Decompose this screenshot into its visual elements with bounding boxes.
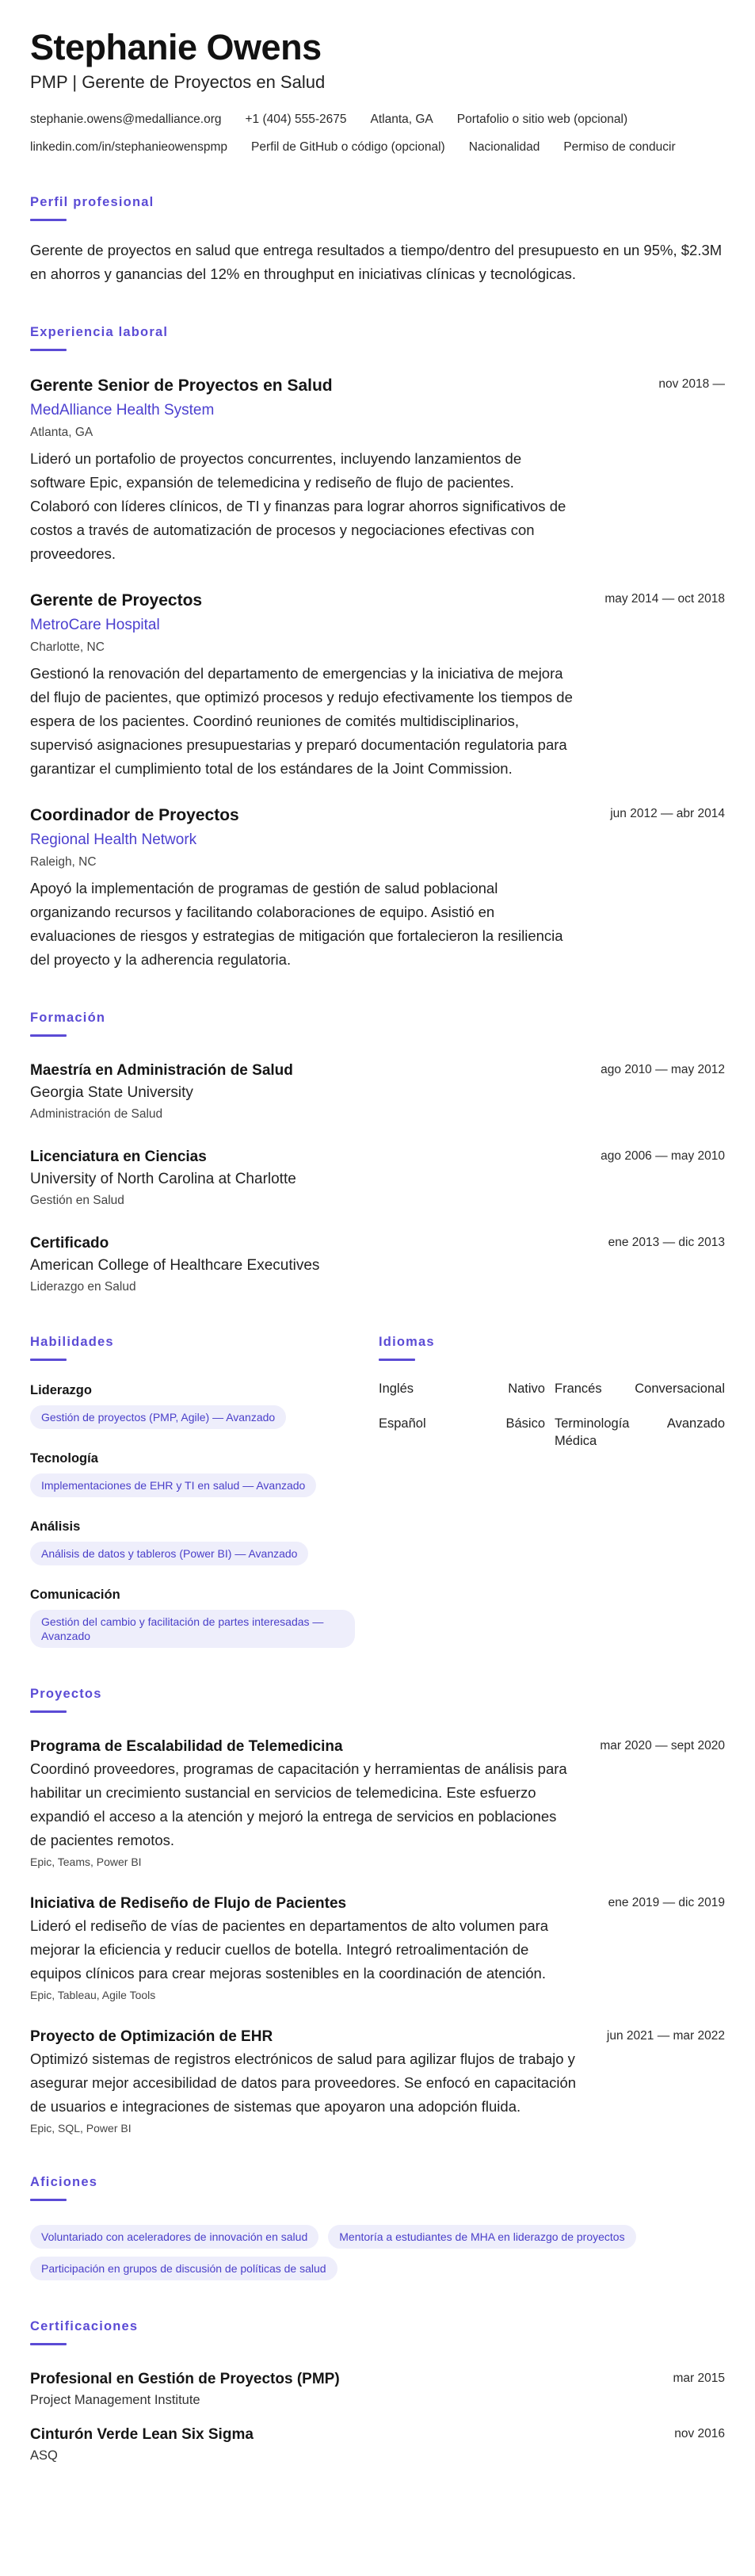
job-location: Raleigh, NC [30, 855, 97, 869]
skills-section [30, 1334, 379, 1648]
education-entry [30, 1147, 725, 1210]
skills-languages-row [30, 1334, 725, 1648]
section-title: Certificaciones [30, 2319, 139, 2333]
section-title: Proyectos [30, 1687, 102, 1701]
language-row [379, 1415, 725, 1450]
candidate-name: Stephanie Owens [30, 27, 322, 67]
job-title: Coordinador de Proyectos [30, 806, 239, 824]
job-entry [30, 805, 725, 972]
school-name: Georgia State University [30, 1084, 193, 1101]
certification-date: mar 2015 [673, 2372, 725, 2385]
language-name: Francés [555, 1382, 602, 1396]
project-title: Programa de Escalabilidad de Telemedicina [30, 1738, 343, 1755]
section-title: Experiencia laboral [30, 325, 169, 339]
project-tools: Epic, Tableau, Agile Tools [30, 1989, 156, 2001]
study-field: Gestión en Salud [30, 1194, 124, 1207]
project-entry [30, 2027, 725, 2136]
candidate-headline: PMP | Gerente de Proyectos en Salud [30, 72, 326, 92]
certification-issuer: Project Management Institute [30, 2393, 200, 2407]
contact-driving-license: Permiso de conducir [563, 140, 676, 154]
project-title: Proyecto de Optimización de EHR [30, 2028, 273, 2045]
job-date: nov 2018 — [658, 377, 725, 391]
section-divider [30, 2199, 67, 2201]
project-date: jun 2021 — mar 2022 [606, 2029, 725, 2043]
job-date: may 2014 — oct 2018 [604, 592, 725, 606]
certification-name: Profesional en Gestión de Proyectos (PMP) [30, 2371, 340, 2387]
project-description: Coordinó proveedores, programas de capacitación y herramientas de análisis para habilitar un crecimiento sustancial en servicios de telemedicina. Este esfuerzo expandió el acceso a la atención y mejoró la entrega de servicios en poblaciones de pacientes remotos. [30, 1760, 567, 1848]
school-name: American College of Healthcare Executives [30, 1257, 320, 1274]
contact-github[interactable]: Perfil de GitHub o código (opcional) [251, 140, 445, 154]
project-description: Optimizó sistemas de registros electrónicos de salud para agilizar flujos de trabajo y asegurar mejor accesibilidad de datos para proveedores. Se enfocó en capacitación de usuarios e integraciones de sistemas que apoyaron una adopción fluida. [30, 2050, 577, 2115]
section-divider [30, 349, 67, 351]
skill-category: Liderazgo [30, 1383, 92, 1397]
job-entry [30, 590, 725, 781]
hobby-list [30, 2219, 725, 2280]
study-field: Administración de Salud [30, 1107, 163, 1121]
project-title: Iniciativa de Rediseño de Flujo de Pacientes [30, 1895, 347, 1912]
education-date: ene 2013 — dic 2013 [608, 1236, 725, 1249]
skill-category: Análisis [30, 1519, 81, 1534]
job-entry [30, 375, 725, 566]
certification-issuer: ASQ [30, 2448, 58, 2463]
languages-section [379, 1334, 725, 1648]
language-name: Español [379, 1416, 426, 1431]
job-date: jun 2012 — abr 2014 [610, 807, 725, 820]
section-divider [30, 1710, 67, 1713]
language-level: Avanzado [666, 1416, 725, 1431]
project-entry [30, 1737, 725, 1870]
profile-summary: Gerente de proyectos en salud que entrega resultados a tiempo/dentro del presupuesto en un 95%, $2.3M en ahorros y ganancias del 12% en throughput en iniciativas clínicas y tecnológicas. [30, 242, 723, 282]
study-field: Liderazgo en Salud [30, 1280, 136, 1294]
contact-nationality: Nacionalidad [468, 140, 540, 154]
education-entry [30, 1061, 725, 1123]
skill-pill: Implementaciones de EHR y TI en salud — Avanzado [30, 1473, 316, 1497]
job-location: Atlanta, GA [30, 426, 93, 439]
job-title: Gerente Senior de Proyectos en Salud [30, 376, 333, 395]
language-level: Nativo [508, 1382, 545, 1396]
hobby-pill: Participación en grupos de discusión de políticas de salud [30, 2257, 337, 2280]
degree-title: Licenciatura en Ciencias [30, 1148, 207, 1165]
job-description: Gestionó la renovación del departamento de emergencias y la iniciativa de mejora del flujo de pacientes, que optimizó procesos y redujo efectivamente los tiempos de espera de los pacientes. Coordinó reuniones de comités multidisciplinarios, supervisó asignaciones presupuestarias y preparó documentación regulatoria para garantizar el cumplimiento total de los estándares de la Joint Commission. [30, 665, 573, 777]
education-section [30, 1010, 725, 1296]
language-level: Conversacional [635, 1382, 725, 1396]
project-description: Lideró el rediseño de vías de pacientes en departamentos de alto volumen para mejorar la eficiencia y reducir cuellos de botella. Integró retroalimentación de equipos clínicos para crear mejoras sostenibles en la coordinación de atención. [30, 1917, 549, 1982]
certification-entry [30, 2425, 725, 2464]
certification-name: Cinturón Verde Lean Six Sigma [30, 2426, 254, 2443]
certification-date: nov 2016 [674, 2427, 725, 2440]
projects-section [30, 1686, 725, 2136]
section-title: Habilidades [30, 1335, 114, 1349]
education-date: ago 2006 — may 2010 [601, 1149, 725, 1163]
section-title: Formación [30, 1011, 106, 1025]
language-name: Inglés [379, 1382, 414, 1396]
section-divider [30, 1359, 67, 1361]
certification-entry [30, 2369, 725, 2409]
language-row [379, 1380, 725, 1397]
job-title: Gerente de Proyectos [30, 591, 203, 610]
skill-group [30, 1382, 379, 1429]
education-date: ago 2010 — may 2012 [601, 1063, 725, 1076]
job-location: Charlotte, NC [30, 640, 105, 654]
hobbies-section [30, 2174, 725, 2280]
section-divider [30, 219, 67, 221]
profile-section [30, 194, 725, 286]
section-divider [30, 2343, 67, 2345]
certifications-section [30, 2318, 725, 2464]
section-title: Idiomas [379, 1335, 435, 1349]
school-name: University of North Carolina at Charlotte [30, 1171, 296, 1187]
hobby-pill: Mentoría a estudiantes de MHA en liderazgo de proyectos [328, 2225, 635, 2249]
skill-pill: Gestión de proyectos (PMP, Agile) — Avanzado [30, 1405, 286, 1429]
section-title: Perfil profesional [30, 195, 154, 209]
project-date: ene 2019 — dic 2019 [608, 1896, 725, 1909]
section-divider [379, 1359, 415, 1361]
experience-section [30, 324, 725, 972]
resume-header [30, 27, 725, 156]
contact-list [30, 111, 727, 156]
contact-linkedin[interactable]: linkedin.com/in/stephanieowenspmp [30, 140, 228, 154]
section-divider [30, 1034, 67, 1037]
contact-location: Atlanta, GA [370, 113, 433, 126]
skill-category: Tecnología [30, 1451, 98, 1466]
degree-title: Maestría en Administración de Salud [30, 1062, 293, 1079]
degree-title: Certificado [30, 1235, 109, 1252]
contact-phone[interactable]: +1 (404) 555-2675 [245, 113, 347, 126]
skill-pill: Análisis de datos y tableros (Power BI) — Avanzado [30, 1542, 308, 1565]
skill-category: Comunicación [30, 1588, 120, 1602]
project-tools: Epic, SQL, Power BI [30, 2122, 132, 2135]
project-tools: Epic, Teams, Power BI [30, 1856, 142, 1868]
skill-group [30, 1518, 379, 1565]
skill-group [30, 1586, 379, 1648]
job-description: Apoyó la implementación de programas de gestión de salud poblacional organizando recursos y facilitando colaboraciones de equipo. Asistió en evaluaciones de riesgos y estrategias de mitigación que fortalecieron la resiliencia del proyecto y la adherencia regulatoria. [30, 880, 563, 968]
education-entry [30, 1233, 725, 1296]
job-description: Lideró un portafolio de proyectos concurrentes, incluyendo lanzamientos de software Epic, expansión de telemedicina y rediseño de flujo de pacientes. Colaboró con líderes clínicos, de TI y finanzas para lograr ahorros significativos de costos a través de automatización de procesos y negociaciones efectivas con proveedores. [30, 450, 566, 562]
job-company: Regional Health Network [30, 831, 197, 848]
skill-pill: Gestión del cambio y facilitación de partes interesadas — Avanzado [30, 1610, 355, 1648]
section-title: Aficiones [30, 2175, 98, 2189]
job-company: MetroCare Hospital [30, 617, 160, 633]
project-date: mar 2020 — sept 2020 [600, 1739, 725, 1752]
project-entry [30, 1894, 725, 2003]
language-name: Terminología Médica [555, 1416, 630, 1448]
language-level: Básico [505, 1416, 545, 1431]
skill-group [30, 1450, 379, 1497]
hobby-pill: Voluntariado con aceleradores de innovación en salud [30, 2225, 318, 2249]
contact-portfolio[interactable]: Portafolio o sitio web (opcional) [456, 113, 628, 126]
job-company: MedAlliance Health System [30, 402, 215, 419]
contact-email[interactable]: stephanie.owens@medalliance.org [30, 113, 222, 126]
